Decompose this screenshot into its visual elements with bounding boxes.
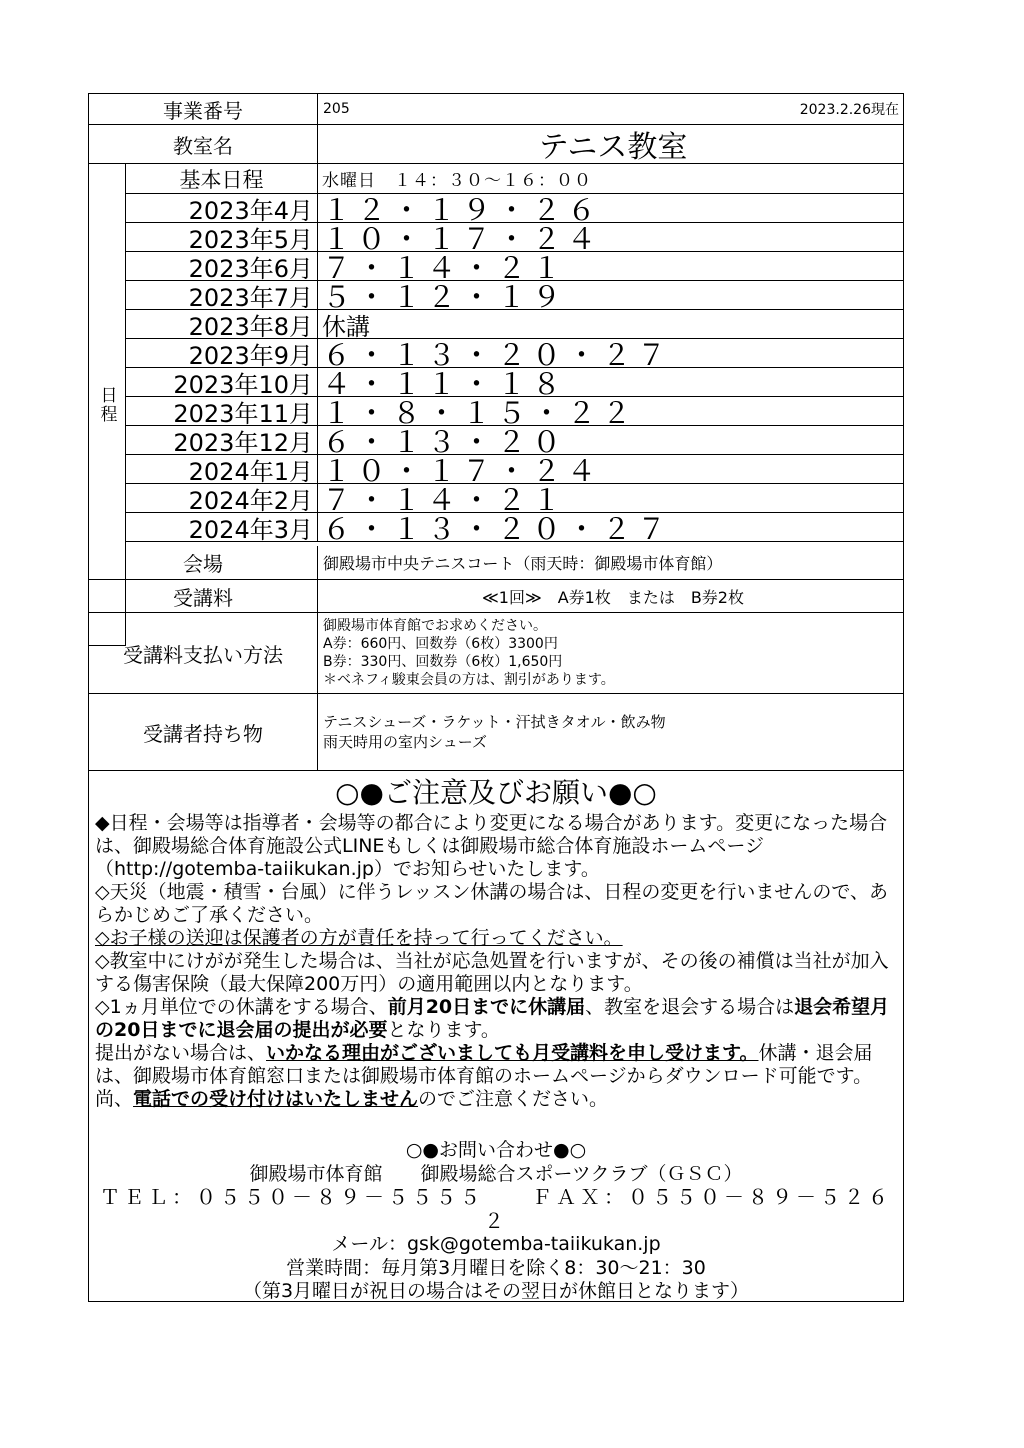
note-bold: 退会希望月の20日までに退会届の提出が必要: [95, 996, 890, 1041]
schedule-days: ４・１１・１８: [322, 366, 568, 401]
note-underlined: ◇お子様の送迎は保護者の方が責任を持って行ってください。: [95, 927, 623, 949]
payment-label: 受講料支払い方法: [89, 613, 318, 693]
contact-title: ○●お問い合わせ●○: [405, 1139, 587, 1161]
schedule-month: 2023年12月: [126, 426, 318, 454]
schedule-month: 2024年1月: [126, 455, 318, 483]
fee-row: [89, 580, 903, 613]
schedule-month: 2023年7月: [126, 281, 318, 309]
basic-schedule-value: 水曜日 １４：３０～１６：００: [322, 171, 592, 191]
schedule-month: 2024年3月: [126, 513, 318, 541]
schedule-days: ６・１３・２０・２７: [322, 511, 673, 546]
as-of-date: 2023.2.26現在: [799, 102, 899, 118]
note-bold-underlined: 電話での受け付けはいたしません: [133, 1088, 419, 1110]
schedule-month: 2024年2月: [126, 484, 318, 512]
schedule-days: ７・１４・２１: [322, 482, 568, 517]
schedule-month: 2023年9月: [126, 339, 318, 367]
schedule-days: ６・１３・２０・２７: [322, 337, 673, 372]
schedule-days: ７・１４・２１: [322, 250, 568, 285]
note-text: ◇1ヵ月単位での休講をする場合、: [95, 996, 388, 1018]
venue-label: 会場: [89, 546, 318, 579]
class-name-label: 教室名: [89, 125, 318, 163]
class-name-row: [89, 125, 903, 164]
belongings-value: [318, 694, 903, 770]
belongings-line: テニスシューズ・ラケット・汗拭きタオル・飲み物: [323, 713, 666, 731]
jigyo-value: [318, 94, 903, 124]
jigyo-number: 205: [323, 101, 350, 117]
notes-body: [89, 812, 903, 1111]
schedule-days: １０・１７・２４: [322, 221, 603, 256]
note-text: 、教室を退会する場合は: [585, 996, 795, 1018]
payment-line: ＊ベネフィ駿東会員の方は、割引があります。: [323, 672, 615, 688]
schedule-month: 2023年10月: [126, 368, 318, 396]
schedule-days: １２・１９・２６: [322, 192, 603, 227]
contact-block: [89, 1139, 903, 1304]
note-text: のでご注意ください。: [418, 1088, 609, 1110]
jigyo-row: [89, 94, 903, 125]
payment-line: B券：330円、回数券（6枚）1,650円: [323, 654, 563, 670]
schedule-month: 2023年11月: [126, 397, 318, 425]
schedule-days: ６・１３・２０: [322, 424, 568, 459]
payment-line: A券：660円、回数券（6枚）3300円: [323, 636, 558, 652]
contact-hours-note: （第3月曜日が祝日の場合はその翌日が休館日となります）: [242, 1280, 750, 1302]
schedule-month: 2023年5月: [126, 223, 318, 251]
contact-hours: 営業時間：毎月第3月曜日を除く8：30～21：30: [286, 1256, 706, 1279]
note-paragraph: [95, 996, 897, 1042]
jigyo-label: 事業番号: [89, 94, 318, 124]
notes-section: [89, 771, 903, 1301]
note-paragraph: [95, 1042, 897, 1111]
contact-tel-fax: ＴＥＬ：０５５０－８９－５５５５ ＦＡＸ：０５５０－８９－５２６２: [100, 1185, 892, 1233]
notes-title: ○●ご注意及びお願い●○: [335, 776, 657, 809]
schedule-days: 休講: [322, 312, 370, 341]
belongings-label: 受講者持ち物: [89, 694, 318, 770]
schedule-days: １０・１７・２４: [322, 453, 603, 488]
belongings-line: 雨天時用の室内シューズ: [323, 733, 487, 751]
schedule-side-text: 日程: [96, 385, 117, 424]
note-paragraph: ◇教室中にけがが発生した場合は、当社が応急処置を行いますが、その後の補償は当社が加入する傷害保険（最大保障200万円）の適用範囲以内となります。: [95, 950, 889, 995]
class-info-sheet: [88, 93, 904, 1302]
basic-schedule-label: 基本日程: [126, 164, 318, 193]
fee-value: ≪1回≫ A券1枚 または B券2枚: [482, 587, 744, 607]
note-bold-underlined: いかなる理由がございましても月受講料を申し受けます。: [266, 1042, 759, 1064]
schedule-row: [126, 511, 903, 546]
schedule-days: １・８・１５・２２: [322, 395, 638, 430]
note-paragraph: ◆日程・会場等は指導者・会場等の都合により変更になる場合があります。変更になった場合は、御殿場総合体育施設公式LINEもしくは御殿場市総合体育施設ホームページ（http://gotemba-taiikukan.jp）でお知らせいたします。: [95, 812, 888, 880]
belongings-row: [89, 694, 903, 771]
note-paragraph: [95, 927, 897, 950]
contact-orgs: 御殿場市体育館 御殿場総合スポーツクラブ（ＧＳＣ）: [249, 1162, 743, 1185]
payment-line: 御殿場市体育館でお求めください。: [323, 618, 547, 634]
payment-row: [89, 613, 903, 694]
contact-mail: メール：gsk@gotemba-taiikukan.jp: [331, 1233, 661, 1255]
note-text: 休講・退会届は、御殿場市体育館窓口または御殿場市体育館のホームページからダウンロード可能です。尚、: [95, 1042, 873, 1110]
note-bold: 前月20日までに休講届: [387, 996, 586, 1018]
schedule-days: ５・１２・１９: [322, 279, 568, 314]
schedule-month: 2023年6月: [126, 252, 318, 280]
note-paragraph: ◇天災（地震・積雪・台風）に伴うレッスン休講の場合は、日程の変更を行いませんので、あらかじめご了承ください。: [95, 881, 889, 926]
venue-row: [89, 546, 903, 580]
class-name-value: テニス教室: [538, 130, 688, 165]
schedule-month: 2023年4月: [126, 194, 318, 222]
note-text: となります。: [387, 1019, 500, 1041]
fee-label: 受講料: [89, 580, 318, 612]
note-text: 提出がない場合は、: [95, 1042, 267, 1064]
payment-value: [318, 613, 903, 693]
venue-value: 御殿場市中央テニスコート（雨天時：御殿場市体育館）: [323, 554, 723, 573]
schedule-month: 2023年8月: [126, 310, 318, 338]
